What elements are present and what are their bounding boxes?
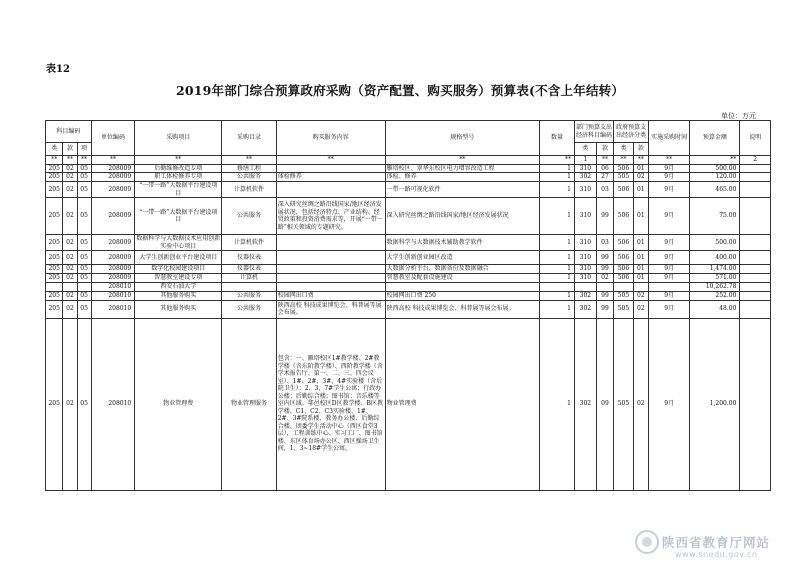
header-budget: 预算金额 bbox=[690, 121, 740, 156]
table-cell: 400.00 bbox=[690, 251, 740, 265]
table-cell: 571.00 bbox=[690, 274, 740, 283]
table-cell bbox=[740, 318, 771, 490]
table-row bbox=[46, 164, 771, 173]
table-cell bbox=[276, 274, 385, 283]
unit-label: 单位：万元 bbox=[721, 112, 756, 120]
table-cell bbox=[740, 283, 771, 292]
table-cell: 208009 bbox=[91, 173, 135, 182]
table-cell: 1 bbox=[540, 318, 575, 490]
table-cell: “一带一路”大数据平台建设项目 bbox=[135, 182, 222, 198]
table-cell bbox=[276, 283, 385, 292]
table-cell: 1 bbox=[540, 198, 575, 235]
table-cell: 职工体检修养专项 bbox=[135, 173, 222, 182]
table-cell bbox=[276, 182, 385, 198]
table-cell: 01 bbox=[633, 198, 648, 235]
table-cell: 01 bbox=[633, 251, 648, 265]
table-cell: 01 bbox=[633, 164, 648, 173]
table-cell: 9月 bbox=[648, 274, 689, 283]
table-cell: 03 bbox=[596, 235, 613, 251]
table-cell: 02 bbox=[63, 235, 77, 251]
table-cell bbox=[276, 235, 385, 251]
table-cell: 310 bbox=[574, 182, 596, 198]
table-cell: 205 bbox=[46, 318, 63, 490]
table-cell: 陕西高校 科技成果博览会、科普展等展会布展。 bbox=[385, 300, 540, 318]
header-impl-time: 实施采购时间 bbox=[648, 121, 689, 156]
table-cell: 02 bbox=[63, 173, 77, 182]
table-cell: 03 bbox=[596, 182, 613, 198]
table-cell: 1 bbox=[540, 274, 575, 283]
table-cell: 校园网出口费 250 bbox=[385, 291, 540, 300]
header-gov-cat: 类 bbox=[614, 143, 634, 156]
table-cell: 02 bbox=[63, 265, 77, 274]
table-cell: 05 bbox=[77, 173, 91, 182]
table-cell bbox=[276, 251, 385, 265]
table-cell: 一带一路可视化软件 bbox=[385, 182, 540, 198]
table-cell: 310 bbox=[574, 274, 596, 283]
header-unit-code: 单位编码 bbox=[91, 121, 135, 156]
table-cell: 02 bbox=[63, 164, 77, 173]
table-cell: 505 bbox=[614, 318, 634, 490]
table-cell: 05 bbox=[77, 198, 91, 235]
table-cell: 其他服务购买 bbox=[135, 300, 222, 318]
table-cell: 包含：一、雁塔校区1#教学楼、2#教学楼（含东阶教学楼）、西阶教学楼（含学术报告厅、第一、二、三、四会议室）、1#、2#、3#、4#实验楼（含后院卫生）；2、3、7#学生公寓；行政办公楼；后勤综合楼；图书馆；音乐楼等室内区域。鄠邑校区D区教学楼、B区教学楼、C1、C2、C3实验楼、1#、2#、3#院系楼、教务办公楼、后勤综合楼、团委学生活动中心（西区食堂3层），工程训练中心、实习工厂、图书馆楼、东区体育场办公区、西区操场卫生间，1、3~18#学生公寓， bbox=[276, 318, 385, 490]
table-cell: 506 bbox=[614, 164, 634, 173]
table-cell: 252.00 bbox=[690, 291, 740, 300]
table-cell: 公共服务 bbox=[222, 198, 276, 235]
table-cell: 505 bbox=[614, 300, 634, 318]
table-cell: 02 bbox=[63, 251, 77, 265]
table-cell: 雁塔校区、翠华东校区电力增容改造工程 bbox=[385, 164, 540, 173]
table-cell: 302 bbox=[574, 173, 596, 182]
table-cell: 智慧教室及配套设施建设 bbox=[385, 274, 540, 283]
table-cell: 302 bbox=[574, 291, 596, 300]
table-cell bbox=[740, 182, 771, 198]
marker-cell: ** bbox=[46, 156, 63, 165]
table-cell: 计算机软件 bbox=[222, 235, 276, 251]
table-cell bbox=[740, 274, 771, 283]
table-cell: 465.00 bbox=[690, 182, 740, 198]
header-cat: 类 bbox=[46, 143, 63, 156]
table-cell: 01 bbox=[633, 182, 648, 198]
table-cell: 大学生创新创业平台建设项目 bbox=[135, 251, 222, 265]
table-row bbox=[46, 283, 771, 292]
page-title: 2019年部门综合预算政府采购（资产配置、购买服务）预算表(不含上年结转） bbox=[175, 83, 625, 98]
table-cell: 310 bbox=[574, 251, 596, 265]
table-cell: 9月 bbox=[648, 173, 689, 182]
table-cell: 310 bbox=[574, 198, 596, 235]
table-number: 表12 bbox=[46, 64, 70, 75]
table-cell: 深入研究丝绸之路沿线国家/地区经济发展状况 bbox=[385, 198, 540, 235]
table-cell: 10,262.78 bbox=[690, 283, 740, 292]
header-dept-cat: 类 bbox=[574, 143, 596, 156]
table-cell: 205 bbox=[46, 182, 63, 198]
table-cell: 9月 bbox=[648, 291, 689, 300]
table-cell: 数字化校园建设项目 bbox=[135, 265, 222, 274]
table-cell: 大学生创新创业园区改造 bbox=[385, 251, 540, 265]
table-cell: 仪器仪表 bbox=[222, 251, 276, 265]
table-cell: 09 bbox=[596, 318, 613, 490]
table-cell: 75.00 bbox=[690, 198, 740, 235]
table-cell: 公共服务 bbox=[222, 291, 276, 300]
table-cell: 计算机软件 bbox=[222, 182, 276, 198]
marker-cell: ** bbox=[77, 156, 91, 165]
table-cell: 公共服务 bbox=[222, 300, 276, 318]
table-cell: 205 bbox=[46, 251, 63, 265]
table-cell: 02 bbox=[63, 318, 77, 490]
table-cell: 205 bbox=[46, 274, 63, 283]
table-cell bbox=[276, 265, 385, 274]
table-cell bbox=[222, 283, 276, 292]
table-cell: 05 bbox=[77, 164, 91, 173]
table-cell: 505 bbox=[614, 291, 634, 300]
table-cell: 1 bbox=[540, 182, 575, 198]
marker-cell: ** bbox=[540, 156, 575, 165]
education-dept-logo-icon bbox=[634, 529, 660, 555]
table-row bbox=[46, 173, 771, 182]
marker-cell: ** bbox=[91, 156, 135, 165]
table-cell: 深入研究丝绸之路沿线国家/地区经济发展状况，包括经济特点、产业结构、经贸政策和投资消费需求等，开展“一带一路”相关领域的专题研究。 bbox=[276, 198, 385, 235]
header-gov-kuan: 款 bbox=[633, 143, 648, 156]
table-cell: 9月 bbox=[648, 300, 689, 318]
table-cell: 506 bbox=[614, 235, 634, 251]
table-cell: 02 bbox=[63, 274, 77, 283]
marker-cell: ** bbox=[614, 156, 634, 165]
marker-cell: ** bbox=[63, 156, 77, 165]
table-cell: 302 bbox=[574, 318, 596, 490]
table-cell bbox=[633, 283, 648, 292]
table-row bbox=[46, 291, 771, 300]
table-row bbox=[46, 318, 771, 490]
table-cell: 9月 bbox=[648, 164, 689, 173]
table-cell: 1,474.00 bbox=[690, 265, 740, 274]
table-cell bbox=[740, 173, 771, 182]
table-cell: 1,200.00 bbox=[690, 318, 740, 490]
table-cell bbox=[596, 283, 613, 292]
table-cell: 506 bbox=[614, 265, 634, 274]
marker-cell: 1 bbox=[574, 156, 596, 165]
header-dept-kuan: 款 bbox=[596, 143, 613, 156]
header-proc-catalog: 采购目录 bbox=[222, 121, 276, 156]
table-cell: 01 bbox=[633, 274, 648, 283]
header-dept-econ: 部门预算支出经济科目编码 bbox=[574, 121, 613, 143]
marker-cell: ** bbox=[648, 156, 689, 165]
table-cell: 修缮工程 bbox=[222, 164, 276, 173]
table-cell: 05 bbox=[77, 318, 91, 490]
header-gov-econ: 政府预算支出经济分类 bbox=[614, 121, 649, 143]
table-cell: 205 bbox=[46, 291, 63, 300]
table-cell: 02 bbox=[63, 182, 77, 198]
watermark-url: www.snedu.gov.cn bbox=[675, 550, 758, 559]
table-cell: 其他服务购买 bbox=[135, 291, 222, 300]
table-cell: 99 bbox=[596, 265, 613, 274]
table-cell: 48.00 bbox=[690, 300, 740, 318]
header-kuan: 款 bbox=[63, 143, 77, 156]
table-cell bbox=[46, 283, 63, 292]
table-cell: 计算机 bbox=[222, 274, 276, 283]
table-cell: 05 bbox=[77, 251, 91, 265]
table-cell: 208009 bbox=[91, 198, 135, 235]
table-cell: 506 bbox=[614, 274, 634, 283]
table-cell: 208009 bbox=[91, 265, 135, 274]
table-cell bbox=[740, 251, 771, 265]
table-cell bbox=[740, 291, 771, 300]
table-cell: 05 bbox=[77, 300, 91, 318]
table-cell bbox=[740, 265, 771, 274]
table-cell: 208009 bbox=[91, 251, 135, 265]
table-cell: 智慧教室建设专项 bbox=[135, 274, 222, 283]
table-cell: 208010 bbox=[91, 283, 135, 292]
table-cell: 208009 bbox=[91, 164, 135, 173]
table-cell: 02 bbox=[633, 291, 648, 300]
table-cell: 9月 bbox=[648, 265, 689, 274]
header-service-content: 购买服务内容 bbox=[276, 121, 385, 156]
table-cell: 05 bbox=[77, 274, 91, 283]
marker-cell: 2 bbox=[740, 156, 771, 165]
table-cell: 99 bbox=[596, 300, 613, 318]
table-cell: 1 bbox=[540, 164, 575, 173]
table-cell: 02 bbox=[63, 198, 77, 235]
table-cell: 208010 bbox=[91, 300, 135, 318]
table-cell: 陕西高校 科技成果博览会、科普展等展会布展。 bbox=[276, 300, 385, 318]
table-cell bbox=[740, 300, 771, 318]
table-cell: 西安石油大学 bbox=[135, 283, 222, 292]
table-cell: 05 bbox=[77, 291, 91, 300]
table-cell: 06 bbox=[596, 164, 613, 173]
table-cell: 1 bbox=[540, 265, 575, 274]
table-cell: 仪器仪表 bbox=[222, 265, 276, 274]
table-cell: 205 bbox=[46, 173, 63, 182]
table-cell: 208010 bbox=[91, 291, 135, 300]
table-cell bbox=[540, 283, 575, 292]
table-cell: 99 bbox=[596, 291, 613, 300]
table-cell bbox=[740, 198, 771, 235]
table-cell bbox=[614, 283, 634, 292]
header-proc-item: 采购项目 bbox=[135, 121, 222, 156]
table-cell: 205 bbox=[46, 235, 63, 251]
table-cell bbox=[77, 283, 91, 292]
table-cell: 205 bbox=[46, 265, 63, 274]
table-cell: 27 bbox=[596, 173, 613, 182]
table-cell: 数据科学与大数据技术辅助教学软件 bbox=[385, 235, 540, 251]
marker-cell: ** bbox=[135, 156, 222, 165]
header-item: 项 bbox=[77, 143, 91, 156]
table-cell: 1 bbox=[540, 300, 575, 318]
watermark-text: 陕西省教育厅网站 bbox=[662, 535, 771, 550]
table-cell bbox=[648, 283, 689, 292]
marker-cell: ** bbox=[633, 156, 648, 165]
table-cell bbox=[574, 283, 596, 292]
table-cell: 505 bbox=[614, 173, 634, 182]
table-cell: 数据科学与大数据技术应用创新实验中心项目 bbox=[136, 235, 221, 250]
table-row bbox=[46, 265, 771, 274]
table-cell bbox=[740, 235, 771, 251]
header-remark: 说明 bbox=[740, 121, 771, 156]
table-cell: 体检修养 bbox=[276, 173, 385, 182]
table-row bbox=[46, 235, 771, 251]
table-row bbox=[46, 274, 771, 283]
table-cell: 302 bbox=[574, 300, 596, 318]
header-qty: 数量 bbox=[540, 121, 575, 156]
table-row bbox=[46, 156, 771, 165]
table-cell: 校园网出口费 bbox=[276, 291, 385, 300]
table-cell: 9月 bbox=[648, 198, 689, 235]
table-cell: 9月 bbox=[648, 235, 689, 251]
table-cell: 99 bbox=[596, 251, 613, 265]
table-cell: 9月 bbox=[648, 182, 689, 198]
table-cell: 02 bbox=[633, 300, 648, 318]
table-cell: 9月 bbox=[648, 251, 689, 265]
table-cell: 1 bbox=[540, 291, 575, 300]
table-cell: 205 bbox=[46, 300, 63, 318]
marker-cell: ** bbox=[222, 156, 276, 165]
header-subject-code: 科目编码 bbox=[46, 121, 92, 143]
table-cell: 02 bbox=[633, 318, 648, 490]
table-cell: 02 bbox=[633, 173, 648, 182]
table-cell: 体检、修养 bbox=[385, 173, 540, 182]
table-cell: 208009 bbox=[91, 235, 135, 251]
marker-cell: ** bbox=[596, 156, 613, 165]
table-cell: 1 bbox=[540, 235, 575, 251]
table-cell: 05 bbox=[77, 182, 91, 198]
table-cell: 01 bbox=[633, 235, 648, 251]
table-cell: 9月 bbox=[648, 318, 689, 490]
table-cell: 506 bbox=[614, 251, 634, 265]
table-cell: 208009 bbox=[91, 182, 135, 198]
marker-cell: ** bbox=[385, 156, 540, 165]
table-cell: 物业管理费 bbox=[385, 318, 540, 490]
table-cell: 05 bbox=[77, 235, 91, 251]
table-cell: 01 bbox=[633, 265, 648, 274]
table-cell: 205 bbox=[46, 164, 63, 173]
table-cell: 1 bbox=[540, 173, 575, 182]
table-cell: 506 bbox=[614, 198, 634, 235]
table-cell: 02 bbox=[63, 291, 77, 300]
table-cell bbox=[63, 283, 77, 292]
table-row bbox=[46, 251, 771, 265]
table-cell: 500.00 bbox=[690, 235, 740, 251]
table-cell: 208010 bbox=[91, 318, 135, 490]
table-cell bbox=[276, 164, 385, 173]
table-cell: “一带一路”大数据平台建设项目 bbox=[135, 198, 222, 235]
table-cell bbox=[740, 164, 771, 173]
table-cell: 205 bbox=[46, 198, 63, 235]
table-cell: 120.00 bbox=[690, 173, 740, 182]
marker-cell: ** bbox=[690, 156, 740, 165]
table-cell: 1 bbox=[540, 251, 575, 265]
table-cell: 公共服务 bbox=[222, 173, 276, 182]
table-row bbox=[46, 300, 771, 318]
table-cell: 物业管理费 bbox=[135, 318, 222, 490]
marker-cell: ** bbox=[276, 156, 385, 165]
table-cell: 02 bbox=[63, 300, 77, 318]
table-cell: 506 bbox=[614, 182, 634, 198]
table-cell: 物业管理服务 bbox=[222, 318, 276, 490]
table-cell: 02 bbox=[596, 274, 613, 283]
table-cell: 05 bbox=[77, 265, 91, 274]
table-cell: 99 bbox=[596, 198, 613, 235]
table-row bbox=[46, 182, 771, 198]
table-cell: 310 bbox=[574, 164, 596, 173]
table-cell: 208009 bbox=[91, 274, 135, 283]
table-cell bbox=[385, 283, 540, 292]
table-cell: 后勤维修改造专项 bbox=[135, 164, 222, 173]
procurement-budget-table bbox=[45, 120, 771, 491]
table-cell: 310 bbox=[574, 235, 596, 251]
table-cell: 310 bbox=[574, 265, 596, 274]
table-cell: 500.00 bbox=[690, 164, 740, 173]
table-row bbox=[46, 198, 771, 235]
table-cell: 大数据分析平台、数据备份及数据融合 bbox=[385, 265, 540, 274]
header-spec: 规格型号 bbox=[385, 121, 540, 156]
